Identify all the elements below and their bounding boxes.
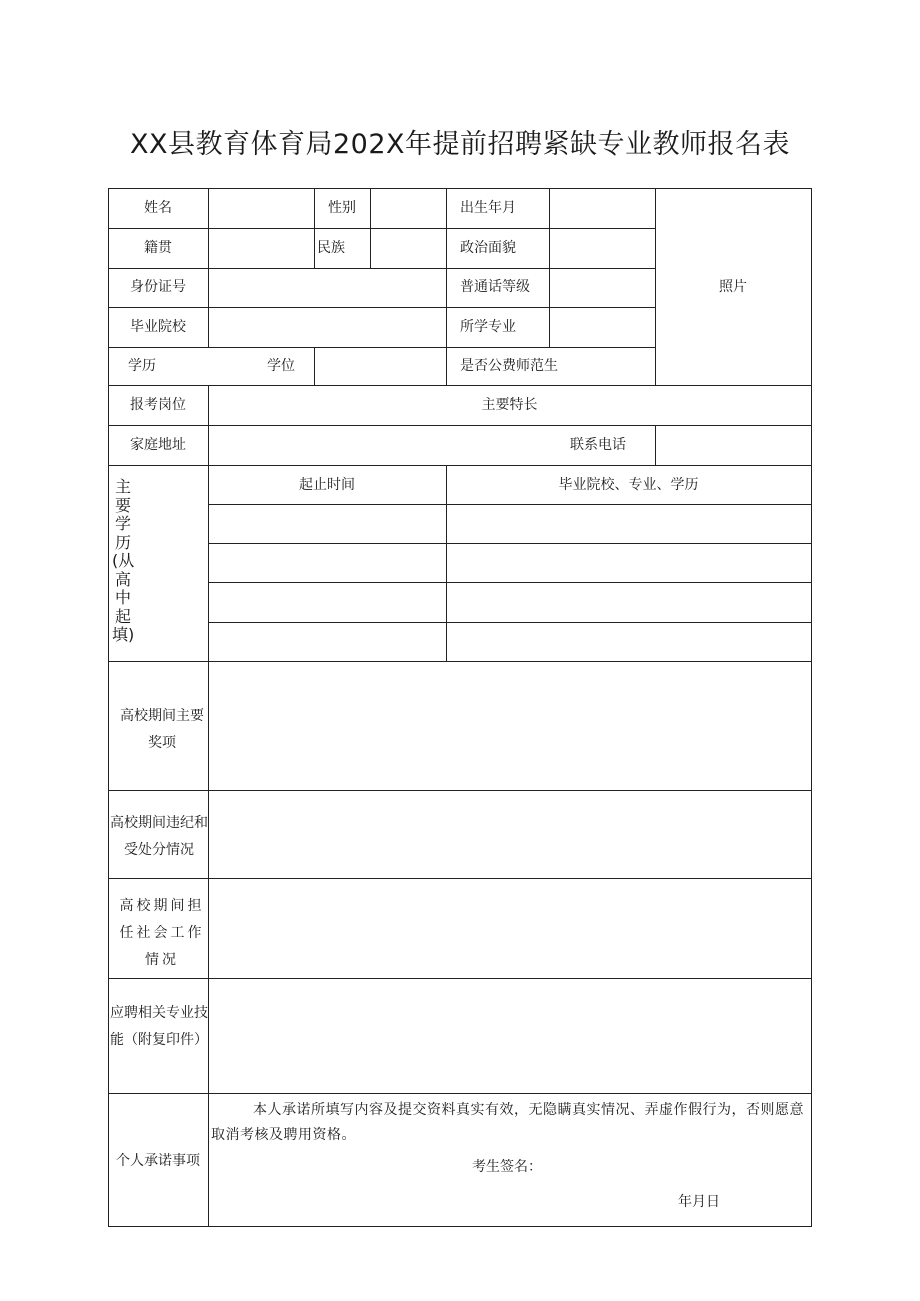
- label-degree: 学位: [267, 358, 295, 374]
- discipline-field[interactable]: [208, 790, 811, 878]
- skills-field[interactable]: [208, 978, 811, 1093]
- label-photo: 照片: [719, 279, 747, 295]
- label-ethnicity: 民族: [317, 240, 345, 256]
- ethnicity-field[interactable]: [370, 228, 446, 268]
- label-political-status: 政治面貌: [460, 240, 516, 256]
- label-native-place: 籍贯: [144, 240, 172, 256]
- label-name: 姓名: [144, 200, 172, 216]
- major-field[interactable]: [549, 307, 655, 347]
- label-discipline: 高校期间违纪和受处分情况: [110, 815, 208, 858]
- pledge-text: 本人承诺所填写内容及提交资料真实有效，无隐瞒真实情况、弄虚作假行为，否则愿意取消考核及聘用资格。: [211, 1102, 804, 1143]
- signature-label: 考生签名：: [472, 1159, 542, 1175]
- row-divider: [108, 385, 812, 386]
- col-divider: [446, 188, 447, 385]
- label-skills: 应聘相关专业技能（附复印件）: [110, 1005, 208, 1048]
- label-position: 报考岗位: [130, 397, 186, 413]
- label-edu-history: 主要学历(从高中起填): [112, 477, 135, 644]
- row-divider: [208, 582, 812, 583]
- row-divider: [208, 504, 812, 505]
- label-phone: 联系电话: [570, 437, 626, 453]
- label-social-work: 高校期间担任社会工作情况: [119, 898, 205, 968]
- id-number-field[interactable]: [208, 268, 446, 307]
- row-divider: [208, 622, 812, 623]
- label-specialty: 主要特长: [481, 397, 538, 413]
- label-school-major-degree: 毕业院校、专业、学历: [558, 477, 699, 493]
- label-graduate-school: 毕业院校: [130, 319, 186, 335]
- label-gender: 性别: [328, 200, 356, 216]
- label-major: 所学专业: [460, 319, 516, 335]
- label-pledge: 个人承诺事项: [116, 1153, 200, 1169]
- row-divider: [108, 465, 812, 466]
- table-border-left: [108, 188, 109, 1227]
- mandarin-level-field[interactable]: [549, 268, 655, 307]
- date-label: 年月日: [678, 1194, 720, 1210]
- row-divider: [108, 1093, 812, 1094]
- label-mandarin-level: 普通话等级: [460, 279, 530, 295]
- native-place-field[interactable]: [208, 228, 314, 268]
- gender-field[interactable]: [370, 188, 446, 228]
- awards-field[interactable]: [208, 661, 811, 790]
- label-id-number: 身份证号: [130, 279, 186, 295]
- label-free-normal-student: 是否公费师范生: [460, 358, 558, 374]
- label-awards: 高校期间主要奖项: [120, 708, 204, 751]
- political-status-field[interactable]: [549, 228, 655, 268]
- form-title: XX县教育体育局202X年提前招聘紧缺专业教师报名表: [129, 129, 791, 160]
- table-border-bottom: [108, 1226, 812, 1227]
- social-work-field[interactable]: [208, 878, 811, 978]
- phone-field[interactable]: [655, 425, 811, 465]
- table-border-right: [811, 188, 812, 1227]
- label-address: 家庭地址: [130, 437, 186, 453]
- label-education: 学历: [128, 358, 156, 374]
- name-field[interactable]: [208, 188, 314, 228]
- graduate-school-field[interactable]: [208, 307, 446, 347]
- degree-field[interactable]: [314, 347, 446, 385]
- row-divider: [208, 543, 812, 544]
- label-period: 起止时间: [299, 477, 355, 493]
- birth-field[interactable]: [549, 188, 655, 228]
- label-birth: 出生年月: [460, 200, 516, 216]
